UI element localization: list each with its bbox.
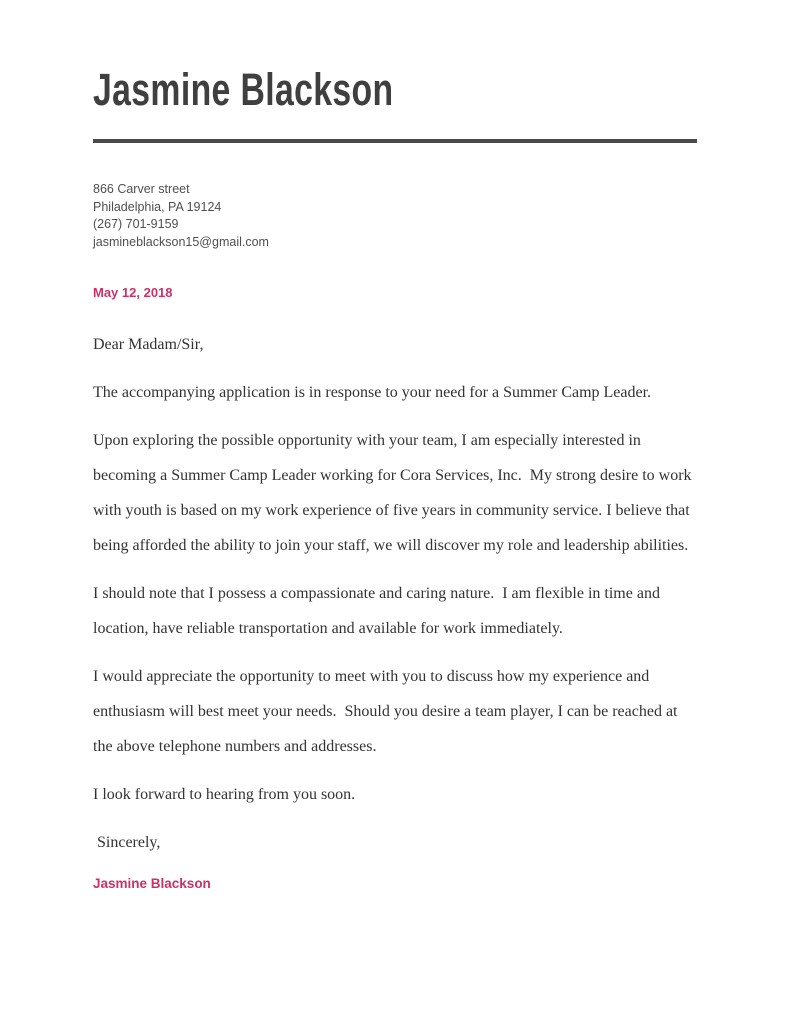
letter-signature: Jasmine Blackson [93,876,211,891]
letter-closing: Sincerely, [93,834,161,851]
letter-paragraph: I look forward to hearing from you soon. [93,786,356,803]
letter-paragraph: I would appreciate the opportunity to meet with you to discuss how my experience and enthusiasm will best meet your needs. Should you desire a team player, I can be reached at the above telephone numbers and addresses. [93,668,682,755]
contact-block [93,181,697,251]
contact-email: jasmineblackson15@gmail.com [93,234,269,249]
letter-date: May 12, 2018 [93,285,173,300]
letter-paragraph: I should note that I possess a compassionate and caring nature. I am flexible in time and location, have reliable transportation and available for work immediately. [93,585,664,637]
sender-name-heading: Jasmine Blackson [93,64,394,115]
contact-address-line1: 866 Carver street [93,182,190,196]
letter-paragraph: Upon exploring the possible opportunity with your team, I am especially interested in becoming a Summer Camp Leader working for Cora Services, Inc. My strong desire to work with youth is based on my work experience of five years in community service. I believe that being afforded the ability to join your staff, we will discover my role and leadership abilities. [93,432,696,554]
contact-address-line2: Philadelphia, PA 19124 [93,199,222,214]
contact-phone: (267) 701-9159 [93,217,179,231]
header-divider [93,139,697,143]
letter-paragraph: The accompanying application is in response to your need for a Summer Camp Leader. [93,384,652,401]
letter-salutation: Dear Madam/Sir, [93,336,204,353]
letter-body [93,327,697,860]
